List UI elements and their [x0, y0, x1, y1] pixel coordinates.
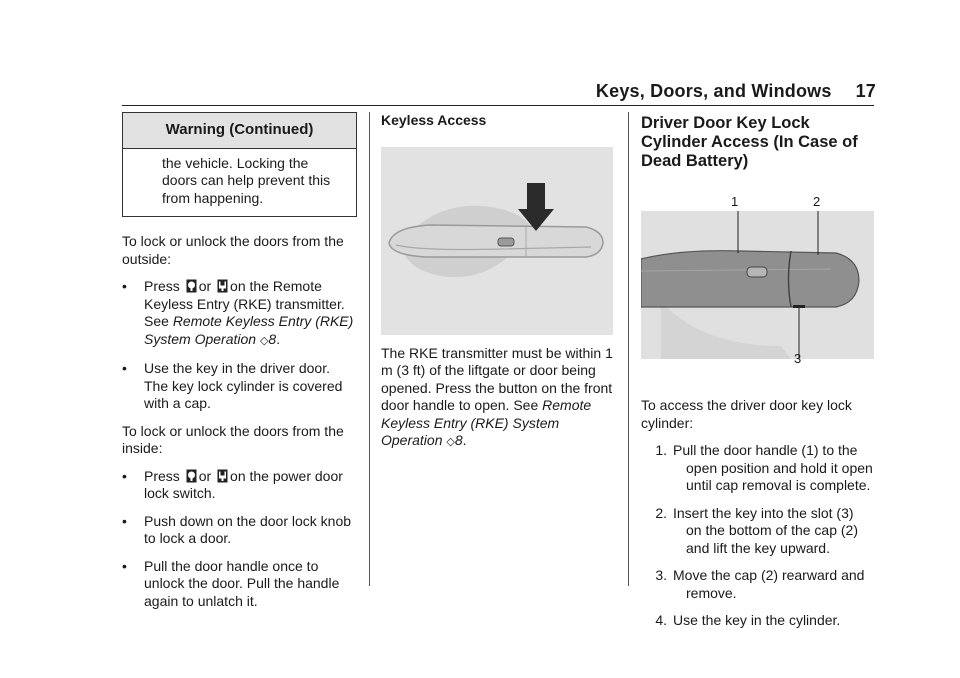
bullet-marker: • — [122, 512, 127, 529]
lock-icon — [186, 279, 197, 293]
list-item: • Use the key in the driver door. The key lock cylinder is covered with a cap. — [122, 360, 343, 411]
page-ref-icon: ◇ — [446, 436, 455, 448]
column-3 — [641, 112, 876, 640]
cross-reference-link[interactable]: Remote Keyless Entry (RKE) System Operation — [381, 397, 592, 448]
callout-2: 2 — [813, 194, 821, 209]
cross-reference-page[interactable]: 8 — [454, 432, 463, 448]
page-number: 17 — [855, 81, 876, 101]
callout-1: 1 — [731, 194, 739, 209]
figure-callouts-top — [641, 193, 876, 211]
unlock-icon — [217, 279, 228, 293]
cross-reference-page[interactable]: 8 — [268, 330, 277, 347]
door-handle-illustration — [381, 147, 613, 335]
key-lock-cylinder-illustration — [641, 211, 874, 359]
door-handle-cap-illustration — [641, 211, 874, 359]
bullet-marker: • — [122, 467, 127, 484]
steps-list — [641, 442, 876, 630]
warning-body: the vehicle. Locking the doors can help prevent this from happening. — [162, 154, 331, 206]
list-item: 3. Move the cap (2) rearward and remove. — [655, 567, 865, 601]
list-item: 2. Insert the key into the slot (3) on the bottom of the cap (2) and lift the key upward. — [655, 504, 858, 556]
column-2 — [381, 112, 613, 462]
warning-box — [122, 112, 357, 217]
bullet-marker: • — [122, 360, 127, 376]
keyless-access-illustration — [381, 147, 613, 335]
bullet-marker: • — [122, 557, 127, 574]
keyless-body: The RKE transmitter must be within 1 m (3 ft) of the liftgate or door being opened. Press the button on the front door handle to open. See Remote Keyless Entry (RKE) System Operation ◇8. — [381, 344, 613, 448]
section-heading: Driver Door Key Lock Cylinder Access (In Case of Dead Battery) — [641, 114, 858, 170]
header-rule — [122, 105, 874, 106]
inside-intro: To lock or unlock the doors from the inside: — [122, 422, 344, 456]
page-ref-icon: ◇ — [259, 334, 269, 347]
column-divider-1 — [369, 112, 370, 586]
list-item: • Pull the door handle once to unlock the door. Pull the handle again to unlatch it. — [122, 557, 340, 609]
section-title: Keys, Doors, and Windows — [595, 81, 832, 101]
warning-title: Warning (Continued) — [123, 113, 356, 149]
cross-reference-link[interactable]: Remote Keyless Entry (RKE) System Operation — [144, 313, 354, 347]
unlock-icon — [217, 469, 228, 483]
section-subheading: Keyless Access — [381, 112, 487, 128]
list-item: • Press or on the Remote Keyless Entry (RKE) transmitter. See Remote Keyless Entry (RKE) System Operation ◇8. — [122, 278, 357, 350]
column-1 — [122, 112, 357, 620]
outside-intro: To lock or unlock the doors from the outside: — [122, 233, 344, 267]
bullet-marker: • — [122, 278, 127, 294]
list-item: 1. Pull the door handle (1) to the open position and hold it open until cap removal is complete. — [655, 442, 873, 493]
lock-icon — [186, 469, 197, 483]
list-item: • Push down on the door lock knob to lock a door. — [122, 512, 352, 546]
list-item: 4. Use the key in the cylinder. — [655, 612, 841, 628]
column-divider-2 — [628, 112, 629, 586]
page-header — [596, 81, 876, 102]
list-item: • Press or on the power door lock switch. — [122, 467, 343, 501]
cylinder-intro: To access the driver door key lock cylinder: — [641, 397, 852, 431]
callout-3: 3 — [794, 351, 802, 366]
